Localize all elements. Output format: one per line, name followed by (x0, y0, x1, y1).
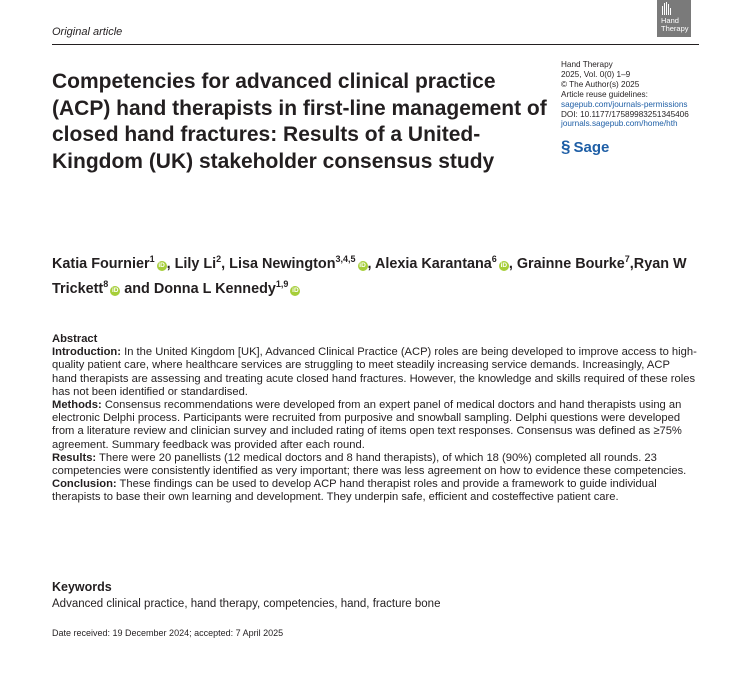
author-name: Donna L Kennedy (153, 281, 276, 297)
author-name: Grainne Bourke (516, 256, 625, 272)
author-affiliation: 1,9 (275, 279, 289, 289)
hand-icon (661, 2, 671, 15)
header-rule (52, 44, 699, 45)
abstract-section-text: These findings can be used to develop ACP hand therapist roles and provide a framework to guide individual therapists to base their own learning and development. They underpin safe, efficient and costeffective patient care. (52, 478, 657, 504)
abstract-section-label: Methods: (52, 399, 102, 412)
author-name: Ryan W Trickett (52, 256, 687, 297)
orcid-icon[interactable]: iD (111, 287, 119, 294)
author (517, 256, 634, 272)
orcid-icon[interactable]: iD (158, 262, 165, 269)
author-separator: , (508, 256, 517, 272)
author (175, 256, 230, 272)
article-title: Competencies for advanced clinical practice (ACP) hand therapists in first-line management of closed hand fractures: Results of a United-Kingdom (UK) stakeholder consensus study (52, 70, 547, 173)
author (375, 256, 517, 272)
orcid-icon[interactable]: iD (500, 262, 508, 269)
copyright: © The Author(s) 2025 (561, 79, 640, 89)
doi: DOI: 10.1177/17589983251345406 (561, 109, 689, 119)
author (154, 281, 301, 297)
keywords-text: Advanced clinical practice, hand therapy, competencies, hand, fracture bone (52, 598, 441, 610)
author-affiliation: 8 (103, 279, 109, 289)
author (52, 256, 175, 272)
keywords-heading: Keywords (52, 580, 112, 594)
abstract-section-text: There were 20 panellists (12 medical doctors and 8 hand therapists), of which 18 (90%) completed all rounds. 23 competencies were consistently identified as very important; there was less agreement on how to evidence these competencies. (52, 451, 687, 478)
orcid-icon[interactable]: iD (292, 287, 299, 294)
date-info: Date received: 19 December 2024; accepted: 7 April 2025 (52, 628, 284, 638)
publisher-name: Sage (573, 138, 610, 156)
abstract-section-label: Results: (52, 451, 97, 464)
volume-info: 2025, Vol. 0(0) 1–9 (561, 69, 631, 79)
orcid-icon[interactable]: iD (359, 262, 366, 269)
abstract-section (52, 452, 697, 478)
author-affiliation: 6 (491, 254, 497, 264)
abstract-section-label: Conclusion: (52, 478, 117, 491)
author-name: Katia Fournier (52, 256, 150, 272)
abstract-section-text: Consensus recommendations were developed from an expert panel of medical doctors and hand therapists using an electronic Delphi process. Participants were recruited from purposive and snowball sampling. Delphi questions were developed from a literature review and clinician survey and included rating of items open text responses. Consensus was defined as ≥75% agreement. Summary feedback was provided after each round. (52, 399, 682, 451)
sage-logo-icon: § (561, 137, 571, 156)
journal-logo (657, 0, 691, 37)
author (229, 256, 375, 272)
journal-logo-text: Hand Therapy (661, 16, 689, 33)
reuse-link[interactable]: sagepub.com/journals-permissions (561, 99, 688, 109)
author-affiliation: 7 (624, 254, 630, 264)
author-separator: , (367, 256, 376, 272)
author-name: Lily Li (174, 256, 217, 272)
abstract-section (52, 399, 697, 452)
abstract-section-label: Introduction: (52, 346, 121, 359)
abstract (52, 333, 697, 505)
abstract-section (52, 346, 697, 399)
author-list (52, 249, 702, 299)
author-affiliation: 3,4,5 (335, 254, 356, 264)
reuse-label: Article reuse guidelines: (561, 89, 648, 99)
article-type-label: Original article (52, 26, 123, 38)
journal-home-link[interactable]: journals.sagepub.com/home/hth (561, 119, 678, 129)
author-affiliation: 1 (149, 254, 155, 264)
abstract-section (52, 478, 697, 504)
journal-name: Hand Therapy (561, 60, 613, 69)
abstract-section-text: In the United Kingdom [UK], Advanced Clinical Practice (ACP) roles are being developed to improve access to high-quality patient care, where healthcare services are struggling to meet steadily increasing service demands. Increasingly, ACP hand therapists are assessing and treating acute closed hand fractures. However, the knowledge and skills required of these roles has not been identified or standardised. (52, 346, 697, 398)
author-separator: , (221, 256, 230, 272)
author-name: Alexia Karantana (375, 256, 492, 272)
journal-info (561, 60, 689, 129)
author-separator: , (166, 256, 175, 272)
author-name: Lisa Newington (229, 256, 336, 272)
abstract-body (52, 346, 697, 504)
publisher-logo (561, 137, 609, 157)
abstract-heading: Abstract (52, 333, 98, 345)
author-affiliation: 2 (216, 254, 222, 264)
author-separator: and (120, 281, 154, 297)
author-separator: , (629, 256, 634, 272)
